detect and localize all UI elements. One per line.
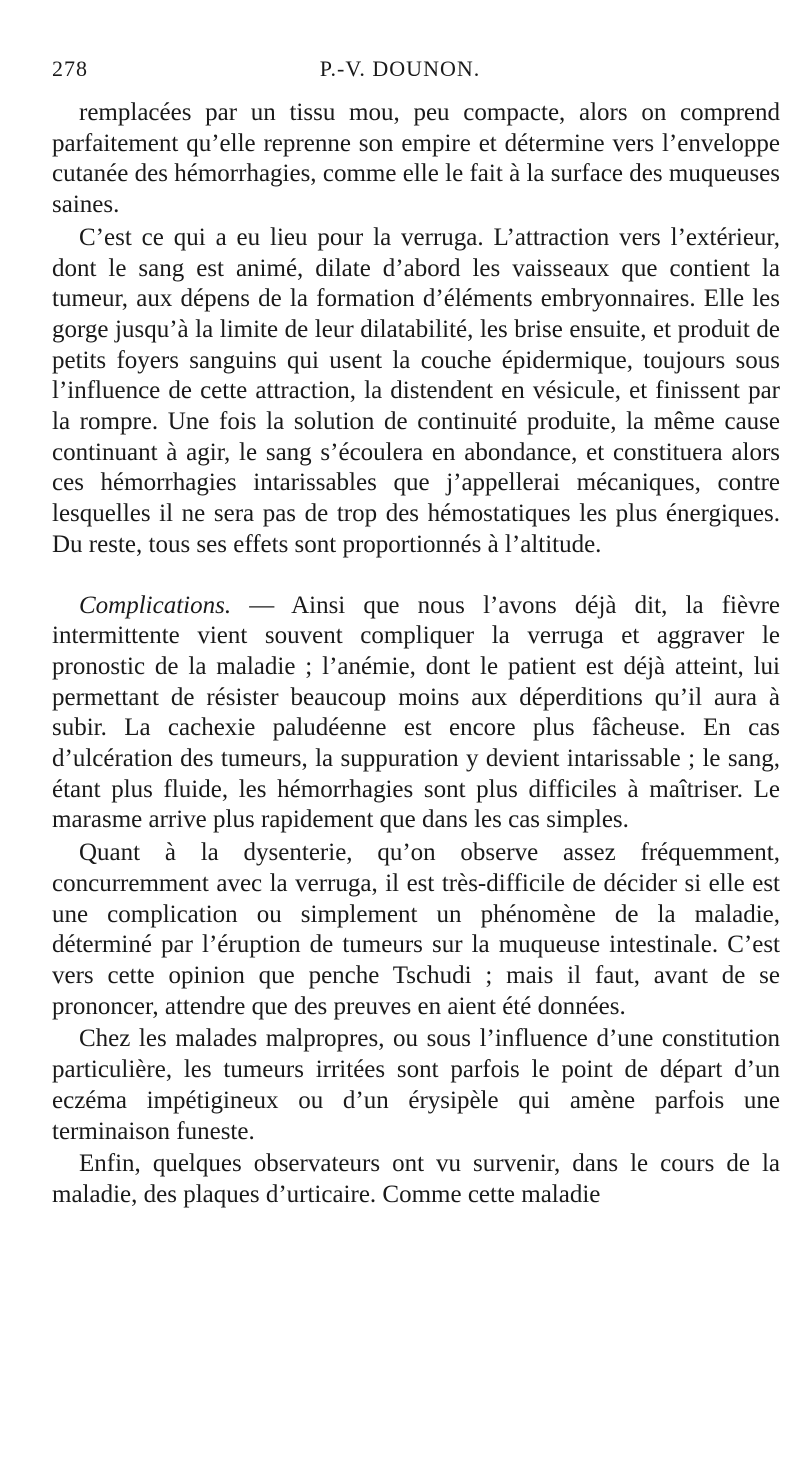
body-text: [52, 98, 780, 1211]
section-title: Complications.: [79, 591, 232, 619]
paragraph-complications: [52, 591, 780, 837]
paragraph-3-text: — Ainsi que nous l’avons déjà dit, la fièvre intermittente vient souvent compliquer la verruga et aggraver le pronostic de la maladie ; l’anémie, dont le patient est déjà atteint, lui permettant de résister beaucoup moins aux déperditions qu’il aura à subir. La cachexie paludéenne est encore plus fâcheuse. En cas d’ulcération des tumeurs, la suppuration y devient intarissable ; le sang, étant plus fluide, les hémorrhagies sont plus difficiles à maîtriser. Le marasme arrive plus rapidement que dans les cas simples.: [52, 591, 780, 834]
paragraph-1: remplacées par un tissu mou, peu compacte, alors on comprend parfaitement qu’elle reprenne son empire et détermine vers l’enveloppe cutanée des hémorrhagies, comme elle le fait à la surface des muqueuses saines.: [52, 99, 780, 219]
paragraph-6: Enfin, quelques observateurs ont vu survenir, dans le cours de la maladie, des plaques d’urticaire. Comme cette maladie: [52, 1150, 780, 1208]
paragraph-2: C’est ce qui a eu lieu pour la verruga. L’attraction vers l’extérieur, dont le sang est animé, dilate d’abord les vaisseaux que contient la tumeur, aux dépens de la formation d’éléments embryonnaires. Elle les gorge jusqu’à la limite de leur dilatabilité, les brise ensuite, et produit de petits foyers sanguins qui usent la couche épidermique, toujours sous l’influence de cette attraction, la distendent en vésicule, et finissent par la rompre. Une fois la solution de continuité produite, la même cause continuant à agir, le sang s’écoulera en abondance, et constituera alors ces hémorrhagies intarissables que j’appellerai mécaniques, contre lesquelles il ne sera pas de trop des hémostatiques les plus énergiques. Du reste, tous ses effets sont proportionnés à l’altitude.: [52, 223, 780, 558]
running-head: [52, 56, 748, 90]
running-title: P.-V. DOUNON.: [319, 56, 481, 81]
paragraph-5: Chez les malades malpropres, ou sous l’influence d’une constitution particulière, les tumeurs irritées sont parfois le point de départ d’un eczéma impétigineux ou d’un érysipèle qui amène parfois une terminaison funeste.: [52, 1025, 780, 1145]
page-number: 278: [52, 56, 88, 81]
paragraph-4: Quant à la dysenterie, qu’on observe assez fréquemment, concurremment avec la verruga, il est très-difficile de décider si elle est une complication ou simplement un phénomène de la maladie, déterminé par l’éruption de tumeurs sur la muqueuse intestinale. C’est vers cette opinion que penche Tschudi ; mais il faut, avant de se prononcer, attendre que des preuves en aient été données.: [52, 839, 780, 1020]
